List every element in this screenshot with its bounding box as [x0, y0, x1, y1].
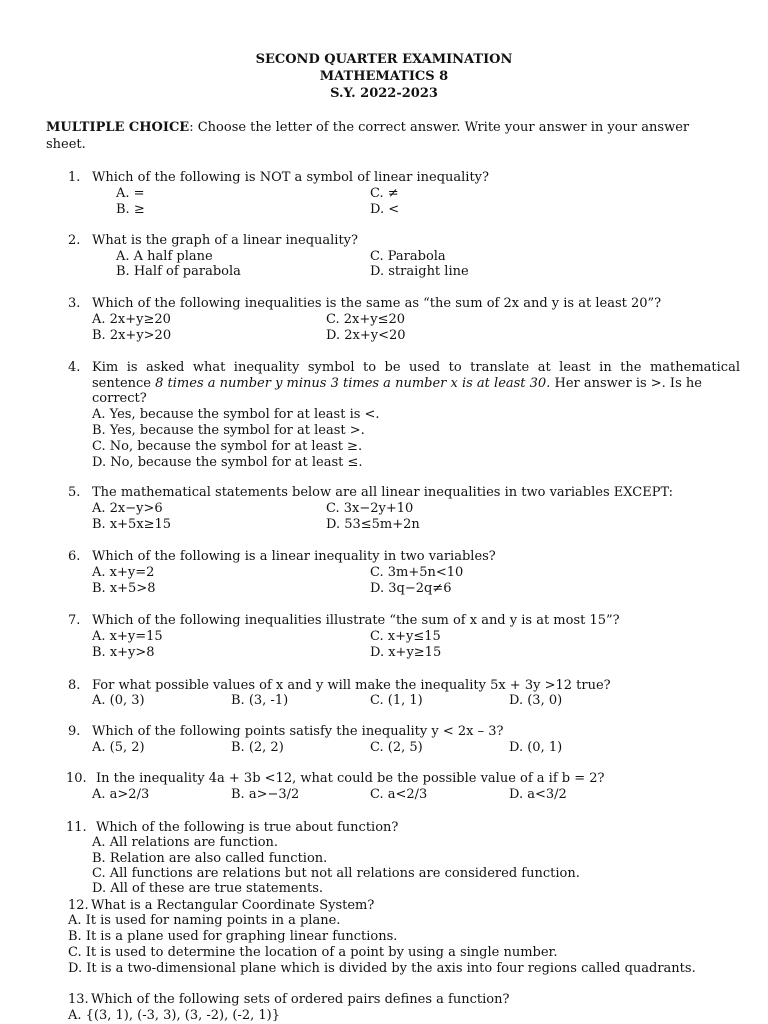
question-text: For what possible values of x and y will make the inequality 5x + 3y >12 true? — [92, 678, 611, 693]
option-d: D. x+y≥15 — [370, 645, 442, 660]
question-number: 10. — [66, 771, 87, 786]
option-a: A. a>2/3 — [92, 787, 150, 802]
question-number: 13. — [68, 992, 89, 1007]
instructions-label: MULTIPLE CHOICE — [46, 120, 190, 135]
option-b: B. Relation are also called function. — [92, 851, 328, 866]
option-c: C. It is used to determine the location of a point by using a single number. — [68, 945, 558, 960]
question-text: Which of the following is NOT a symbol of linear inequality? — [92, 170, 489, 185]
option-d: D. 53≤5m+2n — [326, 517, 420, 532]
question-text: What is the graph of a linear inequality? — [92, 233, 358, 248]
option-d: D. 2x+y<20 — [326, 328, 406, 343]
option-b: B. x+5>8 — [92, 581, 156, 596]
option-c: C. 2x+y≤20 — [326, 312, 406, 327]
question-text: Which of the following inequalities illustrate “the sum of x and y is at most 15”? — [92, 613, 620, 628]
question-number: 5. — [68, 485, 81, 500]
option-b: B. (2, 2) — [231, 740, 284, 755]
option-a: A. 2x−y>6 — [92, 501, 163, 516]
question-4-text-line2 — [92, 376, 702, 392]
question-number: 9. — [68, 724, 81, 739]
question-4-text-part3: Her answer is >. Is he — [550, 376, 702, 391]
question-4-sentence: 8 times a number y minus 3 times a number x is at least 30. — [155, 376, 551, 391]
option-d: D. < — [370, 202, 400, 217]
question-number: 8. — [68, 678, 81, 693]
option-b: B. x+y>8 — [92, 645, 155, 660]
question-number: 2. — [68, 233, 81, 248]
question-text: Which of the following sets of ordered pairs defines a function? — [91, 992, 510, 1007]
option-b: B. 2x+y>20 — [92, 328, 172, 343]
option-c: C. a<2/3 — [370, 787, 428, 802]
question-number: 6. — [68, 549, 81, 564]
question-text: Which of the following is a linear inequality in two variables? — [92, 549, 496, 564]
option-d: D. No, because the symbol for at least ≤. — [92, 455, 363, 470]
exam-title: SECOND QUARTER EXAMINATION — [255, 52, 513, 67]
question-4-text-part1: sentence — [92, 376, 156, 391]
option-a: A. (5, 2) — [92, 740, 145, 755]
question-text: In the inequality 4a + 3b <12, what could be the possible value of a if b = 2? — [96, 771, 605, 786]
instructions — [46, 119, 726, 153]
option-a: A. A half plane — [116, 249, 213, 264]
option-c: C. Parabola — [370, 249, 446, 264]
option-a: A. = — [116, 186, 145, 201]
option-d: D. (0, 1) — [509, 740, 563, 755]
option-a: A. It is used for naming points in a plane. — [68, 913, 341, 928]
question-text: Which of the following inequalities is the same as “the sum of 2x and y is at least 20”? — [92, 296, 662, 311]
question-text: Which of the following points satisfy the inequality y < 2x – 3? — [92, 724, 504, 739]
option-b: B. a>−3/2 — [231, 787, 300, 802]
option-c: C. No, because the symbol for at least ≥. — [92, 439, 363, 454]
question-text: The mathematical statements below are all linear inequalities in two variables EXCEPT: — [92, 485, 674, 500]
option-d: D. a<3/2 — [509, 787, 567, 802]
question-number: 11. — [66, 820, 87, 835]
question-text: Which of the following is true about function? — [96, 820, 399, 835]
option-a: A. 2x+y≥20 — [92, 312, 171, 327]
question-number: 4. — [68, 360, 81, 375]
option-a: A. x+y=15 — [92, 629, 163, 644]
option-a: A. All relations are function. — [92, 835, 279, 850]
question-number: 3. — [68, 296, 81, 311]
question-number: 1. — [68, 170, 81, 185]
option-b: B. It is a plane used for graphing linear functions. — [68, 929, 398, 944]
option-a: A. (0, 3) — [92, 693, 145, 708]
option-d: D. (3, 0) — [509, 693, 563, 708]
question-number: 12. — [68, 898, 89, 913]
option-c: C. ≠ — [370, 186, 399, 201]
option-d: D. straight line — [370, 264, 469, 279]
question-4-text-line3: correct? — [92, 391, 147, 406]
question-number: 7. — [68, 613, 81, 628]
option-b: B. ≥ — [116, 202, 145, 217]
option-b: B. (3, -1) — [231, 693, 289, 708]
option-d: D. 3q−2q≠6 — [370, 581, 452, 596]
option-c: C. (1, 1) — [370, 693, 423, 708]
option-a: A. Yes, because the symbol for at least is <. — [92, 407, 380, 422]
option-a: A. {(3, 1), (-3, 3), (3, -2), (-2, 1)} — [68, 1008, 280, 1023]
option-c: C. 3m+5n<10 — [370, 565, 464, 580]
option-d: D. It is a two-dimensional plane which is divided by the axis into four regions called quadrants. — [68, 961, 696, 976]
option-a: A. x+y=2 — [92, 565, 155, 580]
subject-title: MATHEMATICS 8 — [319, 69, 449, 84]
option-b: B. Half of parabola — [116, 264, 241, 279]
question-4-text-line1: Kim is asked what inequality symbol to be used to translate at least in the mathematical — [92, 360, 740, 375]
option-d: D. All of these are true statements. — [92, 881, 324, 896]
option-c: C. 3x−2y+10 — [326, 501, 414, 516]
option-c: C. x+y≤15 — [370, 629, 441, 644]
option-b: B. x+5x≥15 — [92, 517, 172, 532]
option-c: C. All functions are relations but not all relations are considered function. — [92, 866, 580, 881]
option-b: B. Yes, because the symbol for at least >. — [92, 423, 365, 438]
school-year: S.Y. 2022-2023 — [330, 86, 438, 101]
instructions-text: : Choose the letter of the correct answer. Write your answer in your answer sheet. — [46, 120, 690, 152]
option-c: C. (2, 5) — [370, 740, 423, 755]
question-text: What is a Rectangular Coordinate System? — [91, 898, 375, 913]
